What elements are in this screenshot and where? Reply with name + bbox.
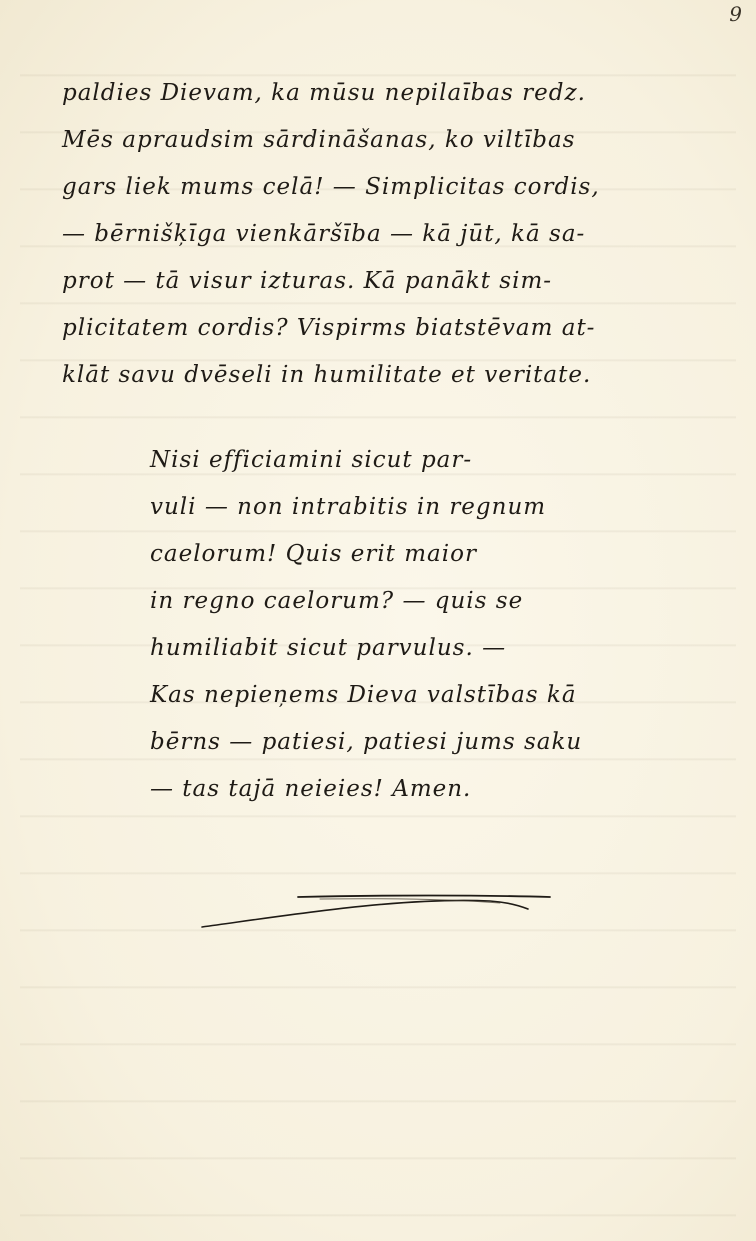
text-line: vuli — non intrabitis in regnum bbox=[150, 494, 547, 520]
text-line: — tas tajā neieies! Amen. bbox=[150, 776, 472, 802]
text-line: in regno caelorum? — quis se bbox=[150, 588, 524, 614]
text-line: caelorum! Quis erit maior bbox=[150, 541, 477, 567]
text-line: — bērnišķīga vienkāršība — kā jūt, kā sa- bbox=[62, 221, 586, 247]
text-line: gars liek mums celā! — Simplicitas cordis, bbox=[62, 174, 600, 200]
text-line: Nisi efficiamini sicut par- bbox=[150, 447, 473, 473]
text-line: Kas nepieņems Dieva valstības kā bbox=[150, 682, 577, 708]
text-line: klāt savu dvēseli in humilitate et veritate. bbox=[62, 362, 592, 388]
text-line: humiliabit sicut parvulus. — bbox=[150, 635, 507, 661]
text-line: prot — tā visur izturas. Kā panākt sim- bbox=[62, 268, 553, 294]
text-line: plicitatem cordis? Vispirms biatstēvam at- bbox=[62, 315, 596, 341]
page-number: 9 bbox=[729, 2, 742, 26]
closing-flourish bbox=[200, 885, 560, 935]
text-line: Mēs apraudsim sārdināšanas, ko viltības bbox=[62, 127, 576, 153]
text-line: bērns — patiesi, patiesi jums saku bbox=[150, 729, 583, 755]
paragraph-latin-quote bbox=[150, 437, 582, 813]
paragraph-latvian bbox=[62, 70, 600, 399]
text-line: paldies Dievam, ka mūsu nepilaības redz. bbox=[62, 80, 586, 106]
